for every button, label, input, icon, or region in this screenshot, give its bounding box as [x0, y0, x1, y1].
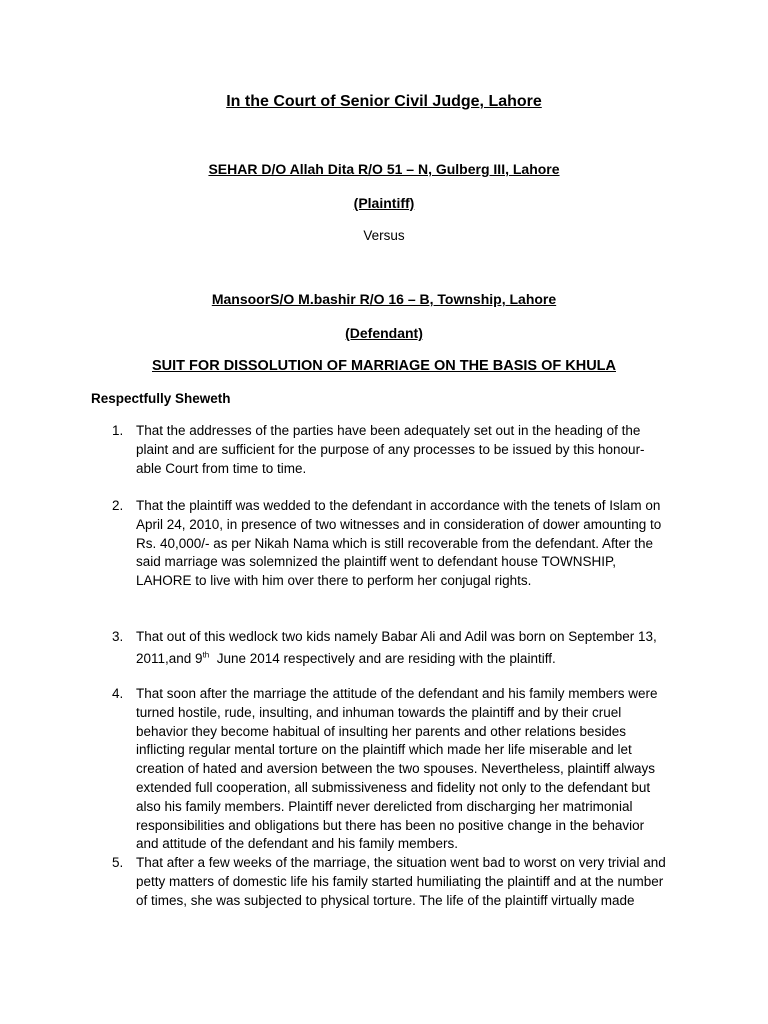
- text-line: April 24, 2010, in presence of two witnesses and in consideration of dower amounting to: [136, 516, 662, 532]
- text-line: That the addresses of the parties have been adequately set out in the heading of the: [136, 423, 641, 438]
- text-line: petty matters of domestic life his family started humiliating the plaintiff and at the number: [136, 873, 664, 889]
- paragraph-text: [136, 854, 692, 910]
- suit-title: SUIT FOR DISSOLUTION OF MARRIAGE ON THE BASIS OF KHULA: [152, 358, 616, 374]
- text-line: That soon after the marriage the attitude of the defendant and his family members were: [136, 686, 658, 701]
- paragraph-number: 5.: [112, 855, 124, 870]
- paragraph-text: [136, 685, 692, 854]
- paragraph-number: 3.: [112, 629, 124, 644]
- text-line: Rs. 40,000/- as per Nikah Nama which is still recoverable from the defendant. After the: [136, 535, 654, 551]
- plaintiff-details: SEHAR D/O Allah Dita R/O 51 – N, Gulberg III, Lahore: [208, 161, 560, 177]
- paragraph-number: 2.: [112, 498, 124, 513]
- text-line: and attitude of the defendant and his family members.: [136, 836, 458, 852]
- ordinal-superscript: th: [202, 650, 210, 660]
- text-fragment: June 2014 respectively and are residing with the plaintiff.: [209, 650, 556, 666]
- paragraph-number: 4.: [112, 686, 124, 701]
- defendant-role-label: (Defendant): [345, 325, 423, 341]
- text-fragment: 2011,and 9: [136, 650, 203, 666]
- text-line: That the plaintiff was wedded to the defendant in accordance with the tenets of Islam on: [136, 498, 661, 513]
- paragraph-text: [136, 628, 692, 669]
- text-line: turned hostile, rude, insulting, and inhuman towards the plaintiff and by their cruel: [136, 704, 622, 720]
- text-line: creation of hated and aversion between the two spouses. Nevertheless, plaintiff always: [136, 761, 656, 777]
- greeting: Respectfully Sheweth: [91, 391, 231, 406]
- text-line: That out of this wedlock two kids namely Babar Ali and Adil was born on September 13,: [136, 629, 657, 644]
- text-line: behavior they become habitual of insulting her parents and other relations besides: [136, 723, 627, 739]
- text-line: able Court from time to time.: [136, 460, 307, 476]
- paragraph-number: 1.: [112, 423, 124, 438]
- paragraph-text: [136, 497, 692, 591]
- text-line: That after a few weeks of the marriage, the situation went bad to worst on very trivial and: [136, 855, 666, 870]
- text-line: also his family members. Plaintiff never derelicted from discharging her matrimonial: [136, 798, 633, 814]
- text-line: of times, she was subjected to physical torture. The life of the plaintiff virtually made: [136, 892, 635, 908]
- text-line: said marriage was solemnized the plaintiff went to defendant house TOWNSHIP,: [136, 554, 617, 570]
- text-line: plaint and are sufficient for the purpose of any processes to be issued by this honour-: [136, 441, 645, 457]
- text-line: responsibilities and obligations but there has been no positive change in the behavior: [136, 817, 645, 833]
- paragraph-text: [136, 422, 692, 478]
- versus-label: Versus: [363, 228, 405, 243]
- court-title: In the Court of Senior Civil Judge, Lahore: [226, 93, 542, 110]
- text-line: LAHORE to live with him over there to perform her conjugal rights.: [136, 573, 532, 589]
- text-line: inflicting regular mental torture on the plaintiff which made her life miserable and let: [136, 742, 632, 758]
- text-line: [136, 650, 692, 669]
- defendant-details: MansoorS/O M.bashir R/O 16 – B, Township, Lahore: [211, 291, 557, 307]
- text-line: extended full cooperation, all submissiveness and fidelity not only to the defendant but: [136, 779, 651, 795]
- plaintiff-role-label: (Plaintiff): [353, 195, 415, 211]
